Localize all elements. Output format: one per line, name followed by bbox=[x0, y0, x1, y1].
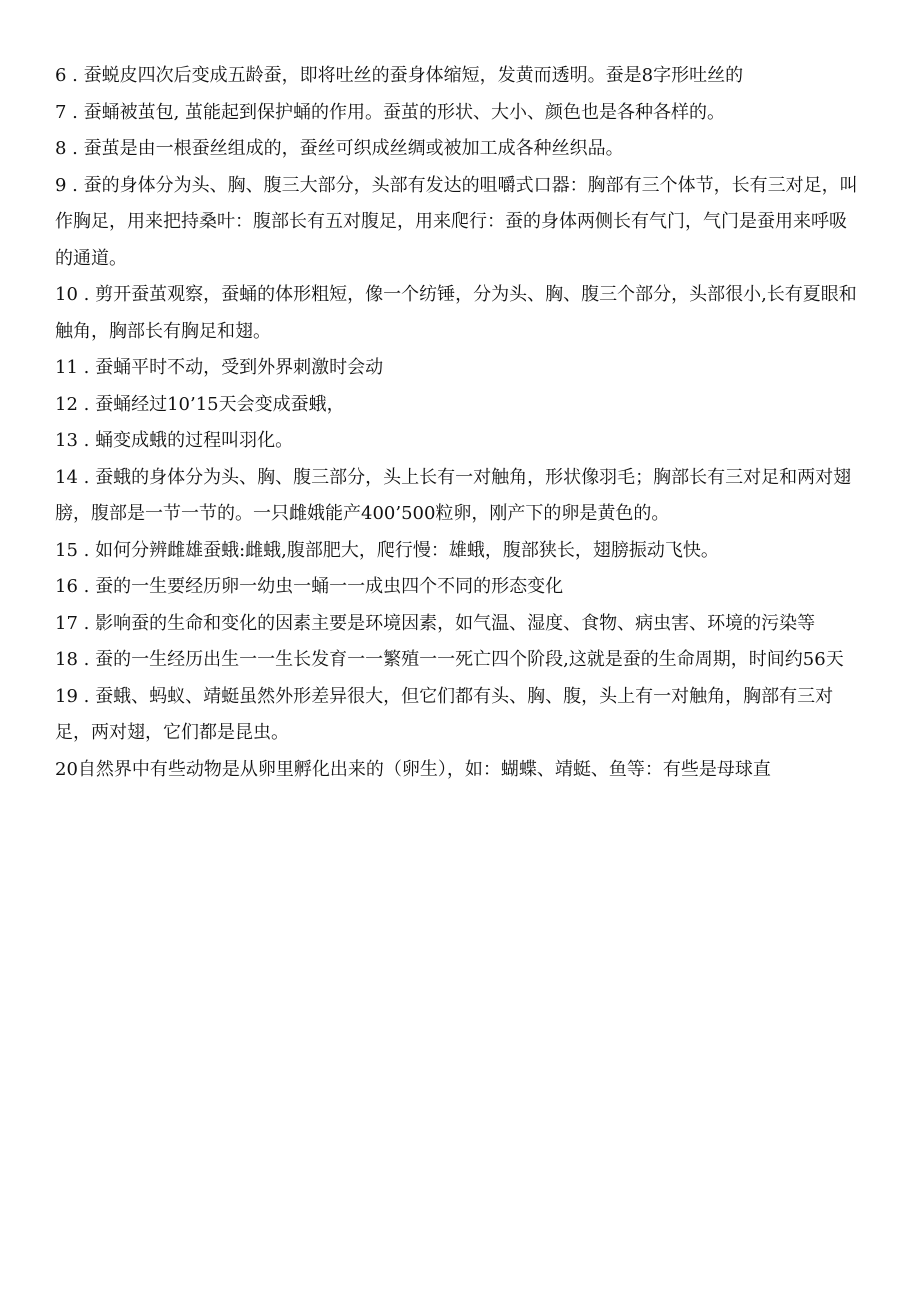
paragraph-item-10: 10 . 剪开蚕茧观察，蚕蛹的体形粗短，像一个纺锤，分为头、胸、腹三个部分，头部很小,长有夏眼和触角，胸部长有胸足和翅。 bbox=[55, 284, 857, 342]
paragraph-item-12: 12 . 蚕蛹经过10’15天会变成蚕蛾， bbox=[55, 393, 345, 415]
paragraph-item-14: 14 . 蚕蛾的身体分为头、胸、腹三部分，头上长有一对触角，形状像羽毛；胸部长有三对足和两对翅膀，腹部是一节一节的。一只雌娥能产400’500粒卵，刚产下的卵是黄色的。 bbox=[55, 466, 852, 524]
paragraph-item-18: 18 . 蚕的一生经历出生一一生长发育一一繁殖一一死亡四个阶段,这就是蚕的生命周期，时间约56天 bbox=[55, 649, 844, 670]
paragraph-item-17: 17 . 影响蚕的生命和变化的因素主要是环境因素，如气温、湿度、食物、病虫害、环境的污染等 bbox=[55, 612, 816, 634]
paragraph-item-8: 8 . 蚕茧是由一根蚕丝组成的，蚕丝可织成丝绸或被加工成各种丝织品。 bbox=[55, 138, 624, 159]
document-body bbox=[55, 58, 863, 788]
paragraph-item-9: 9 . 蚕的身体分为头、胸、腹三大部分，头部有发达的咀嚼式口器：胸部有三个体节，长有三对足，叫作胸足，用来把持桑叶：腹部长有五对腹足，用来爬行：蚕的身体两侧长有气门，气门是蚕用来呼吸的通道。 bbox=[55, 174, 858, 269]
paragraph-item-16: 16 . 蚕的一生要经历卵一幼虫一蛹一一成虫四个不同的形态变化 bbox=[55, 576, 564, 597]
paragraph-item-19: 19 . 蚕蛾、蚂蚁、靖蜓虽然外形差异很大，但它们都有头、胸、腹，头上有一对触角，胸部有三对足，两对翅，它们都是昆虫。 bbox=[55, 685, 834, 743]
paragraph-item-15: 15 . 如何分辨雌雄蚕蛾:雌蛾,腹部肥大，爬行慢：雄蛾，腹部狭长，翅膀振动飞快。 bbox=[55, 539, 719, 561]
paragraph-item-6: 6 . 蚕蜕皮四次后变成五龄蚕，即将吐丝的蚕身体缩短，发黄而透明。蚕是8字形吐丝的 bbox=[55, 65, 744, 86]
paragraph-item-11: 11 . 蚕蛹平时不动，受到外界刺激时会动 bbox=[55, 357, 384, 378]
paragraph-item-20: 20自然界中有些动物是从卵里孵化出来的（卵生），如：蝴蝶、靖蜓、鱼等：有些是母球直 bbox=[55, 758, 771, 780]
paragraph-item-13: 13 . 蛹变成蛾的过程叫羽化。 bbox=[55, 430, 294, 451]
paragraph-item-7: 7 . 蚕蛹被茧包, 茧能起到保护蛹的作用。蚕茧的形状、大小、颜色也是各种各样的。 bbox=[55, 101, 726, 123]
